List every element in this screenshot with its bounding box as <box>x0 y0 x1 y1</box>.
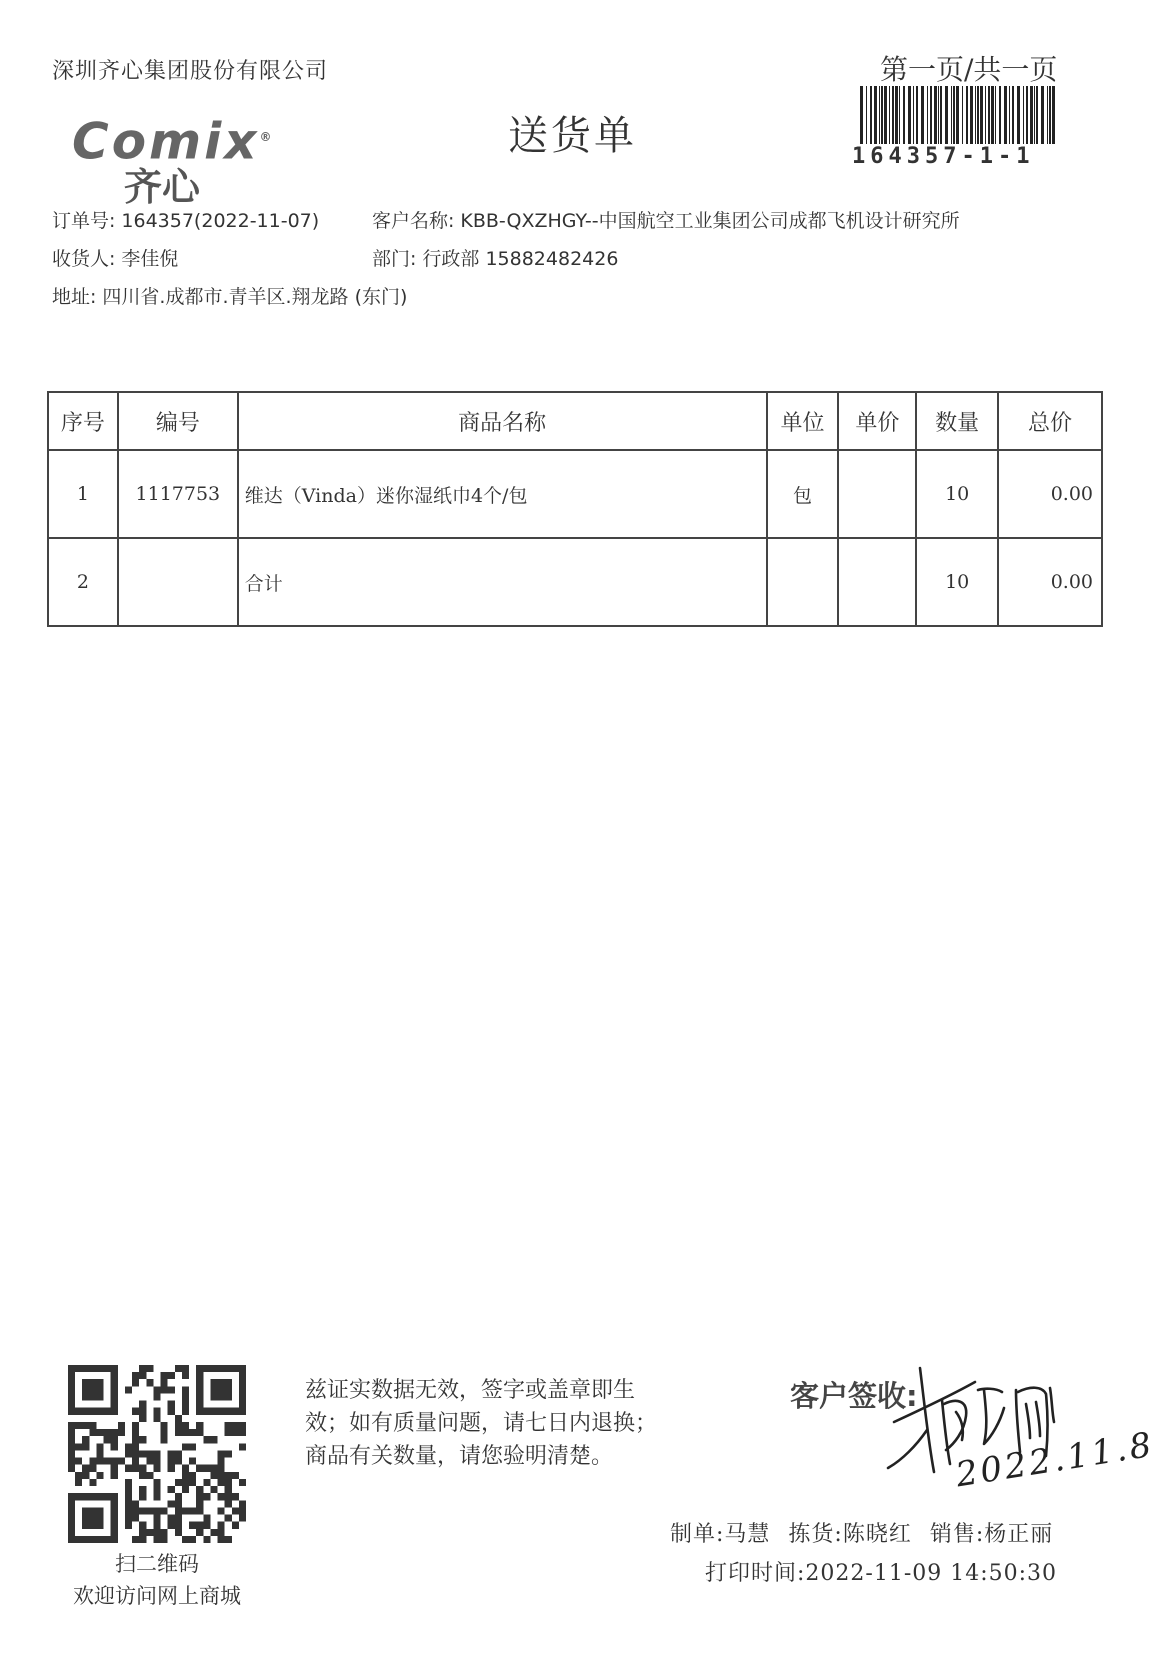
cell-unit <box>767 538 839 626</box>
header-seq: 序号 <box>48 392 118 450</box>
company-name: 深圳齐心集团股份有限公司 <box>52 59 329 84</box>
header-unit: 单位 <box>767 392 839 450</box>
header-product-name: 商品名称 <box>238 392 767 450</box>
document-title: 送货单 <box>508 113 637 159</box>
logo-text-en: Comix® <box>72 112 275 171</box>
barcode-number: 164357-1-1 <box>852 144 1035 169</box>
header-total: 总价 <box>998 392 1102 450</box>
table-row <box>48 538 1102 626</box>
customer-line <box>372 206 960 233</box>
cell-total: 0.00 <box>998 450 1102 538</box>
address-label: 地址: <box>52 286 97 308</box>
department-label: 部门: <box>372 248 417 270</box>
qr-caption-mall: 欢迎访问网上商城 <box>73 1584 241 1608</box>
cell-product-name: 合计 <box>238 538 767 626</box>
qr-code-image <box>68 1365 246 1543</box>
made-by: 制单:马慧 <box>670 1522 771 1547</box>
cell-code <box>118 538 238 626</box>
sales-person: 销售:杨正丽 <box>929 1522 1054 1547</box>
department-value: 行政部 15882482426 <box>422 248 619 270</box>
customer-sign-label: 客户签收: <box>790 1379 918 1413</box>
order-number-line <box>52 206 319 233</box>
cell-quantity: 10 <box>916 450 998 538</box>
qr-caption-scan: 扫二维码 <box>115 1552 199 1576</box>
cell-seq: 1 <box>48 450 118 538</box>
page-indicator: 第一页/共一页 <box>880 53 1058 86</box>
notice-text <box>305 1374 685 1473</box>
notice-line: 商品有关数量，请您验明清楚。 <box>305 1444 614 1469</box>
header-quantity: 数量 <box>916 392 998 450</box>
qr-caption <box>52 1548 262 1612</box>
cell-seq: 2 <box>48 538 118 626</box>
receiver-line <box>52 244 178 271</box>
notice-line: 效；如有质量问题，请七日内退换； <box>305 1411 658 1436</box>
customer-value: KBB-QXZHGY--中国航空工业集团公司成都飞机设计研究所 <box>460 210 960 232</box>
logo-text-cn: 齐心 <box>124 164 201 209</box>
address-value: 四川省.成都市.青羊区.翔龙路 (东门) <box>102 286 408 308</box>
receiver-value: 李佳倪 <box>121 248 179 270</box>
cell-total: 0.00 <box>998 538 1102 626</box>
notice-line: 兹证实数据无效，签字或盖章即生 <box>305 1378 636 1403</box>
picked-by: 拣货:陈晓红 <box>788 1522 912 1547</box>
cell-product-name: 维达（Vinda）迷你湿纸巾4个/包 <box>238 450 767 538</box>
department-line <box>372 244 618 271</box>
order-number-value: 164357(2022-11-07) <box>121 210 320 232</box>
header-code: 编号 <box>118 392 238 450</box>
cell-unit-price <box>838 538 916 626</box>
address-line <box>52 282 407 309</box>
header-unit-price: 单价 <box>838 392 916 450</box>
table-header-row <box>48 392 1102 450</box>
order-number-label: 订单号: <box>52 210 116 232</box>
comix-logo <box>72 112 302 209</box>
cell-quantity: 10 <box>916 538 998 626</box>
cell-unit: 包 <box>767 450 839 538</box>
print-time: 打印时间:2022-11-09 14:50:30 <box>705 1561 1058 1586</box>
barcode-image <box>858 86 1060 144</box>
table-row <box>48 450 1102 538</box>
cell-unit-price <box>838 450 916 538</box>
customer-label: 客户名称: <box>372 210 455 232</box>
receiver-label: 收货人: <box>52 248 116 270</box>
staff-line <box>670 1517 1071 1548</box>
signature-date: 2022.11.8 <box>953 1424 1157 1496</box>
cell-code: 1117753 <box>118 450 238 538</box>
delivery-items-table <box>47 391 1103 627</box>
